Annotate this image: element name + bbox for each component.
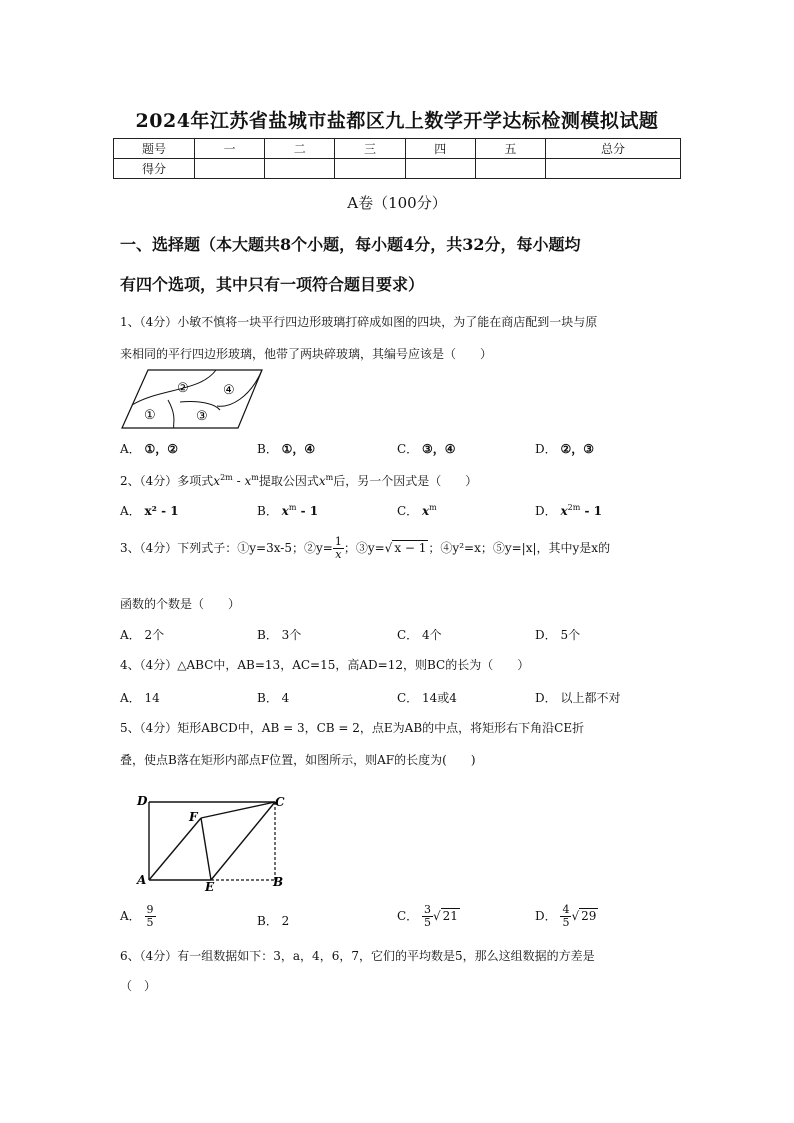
- fig-label-3: ③: [196, 409, 208, 424]
- fig-label-F: F: [189, 810, 198, 824]
- q1-option-c[interactable]: C． ③，④: [397, 442, 456, 456]
- question-5-line2: 叠，使点B落在矩形内部点F位置，如图所示，则AF的长度为( ): [120, 753, 476, 767]
- broken-glass-figure: [120, 368, 265, 432]
- q1-option-b[interactable]: B． ①，④: [257, 442, 316, 456]
- fig-label-1: ①: [144, 408, 156, 423]
- rectangle-fold-figure: [135, 790, 295, 895]
- q5-option-b[interactable]: B． 2: [257, 914, 290, 928]
- fig-label-B: B: [273, 875, 284, 889]
- question-5-line1: 5、（4分）矩形ABCD中，AB = 3，CB = 2，点E为AB的中点，将矩形右下角沿CE折: [120, 721, 585, 735]
- question-4: 4、（4分）△ABC中，AB=13，AC=15，高AD=12，则BC的长为（ ）: [120, 658, 530, 672]
- q2-option-d[interactable]: D． $x^{2m} - 1$: [535, 503, 602, 518]
- score-table-row: [114, 159, 681, 179]
- score-table-header-row: [114, 139, 681, 159]
- score-cell[interactable]: [335, 159, 405, 179]
- score-header-cell: 题号: [114, 139, 195, 159]
- q1-option-d[interactable]: D． ②，③: [535, 442, 594, 456]
- question-1-line1: 1、（4分）小敏不慎将一块平行四边形玻璃打碎成如图的四块，为了能在商店配到一块与原: [120, 315, 598, 329]
- question-3-line1: 3、（4分）下列式子：①y=3x-5；②y= $\frac{1}{x}$ ；③y=√ x − 1 ；④y²=x；⑤y=|x|，其中y是x的: [120, 535, 611, 561]
- score-table: [113, 138, 681, 179]
- score-cell[interactable]: [195, 159, 265, 179]
- score-header-cell: 四: [405, 139, 475, 159]
- question-1-line2: 来相同的平行四边形玻璃，他带了两块碎玻璃，其编号应该是（ ）: [120, 347, 493, 361]
- score-cell[interactable]: [475, 159, 545, 179]
- q2-option-a[interactable]: A． x² - 1: [120, 504, 179, 518]
- q4-option-a[interactable]: A． 14: [120, 691, 160, 705]
- question-6-line1: 6、（4分）有一组数据如下：3，a，4，6，7，它们的平均数是5，那么这组数据的方差是: [120, 949, 595, 963]
- q2-option-c[interactable]: C． $x^m$: [397, 503, 437, 518]
- q3-option-b[interactable]: B． 3个: [257, 628, 302, 642]
- q4-option-c[interactable]: C． 14或4: [397, 691, 457, 705]
- q5-option-c[interactable]: C． $\frac{3}{5}$ √ 21: [397, 903, 458, 929]
- q3-option-c[interactable]: C． 4个: [397, 628, 442, 642]
- q5-option-d[interactable]: D． $\frac{4}{5}$ √ 29: [535, 903, 597, 929]
- section-heading-line2: 有四个选项，其中只有一项符合题目要求）: [120, 275, 425, 294]
- question-3-line2: 函数的个数是（ ）: [120, 597, 241, 611]
- fig-label-E: E: [205, 880, 215, 894]
- score-header-cell: 二: [265, 139, 335, 159]
- question-6-line2: （ ）: [120, 979, 157, 993]
- q4-option-b[interactable]: B． 4: [257, 691, 290, 705]
- q3-option-d[interactable]: D． 5个: [535, 628, 581, 642]
- score-header-cell: 一: [195, 139, 265, 159]
- score-header-cell: 五: [475, 139, 545, 159]
- q2-option-b[interactable]: B． $x^m - 1$: [257, 503, 319, 518]
- fig-label-C: C: [275, 795, 285, 809]
- fig-label-D: D: [137, 794, 148, 808]
- score-header-cell: 总分: [546, 139, 681, 159]
- q3-option-a[interactable]: A． 2个: [120, 628, 165, 642]
- volume-heading: A卷（100分）: [347, 194, 447, 212]
- score-row-label: 得分: [114, 159, 195, 179]
- q4-option-d[interactable]: D． 以上都不对: [535, 691, 621, 705]
- page-title: 2024年江苏省盐城市盐都区九上数学开学达标检测模拟试题: [135, 110, 659, 132]
- question-2: 2、（4分）多项式$x^{2m} - x^m$提取公因式$x^m$后，另一个因式是（ ）: [120, 473, 478, 488]
- fraction-1-over-x: $\frac{1}{x}$: [334, 535, 342, 561]
- section-heading-line1: 一、选择题（本大题共8个小题，每小题4分，共32分，每小题均: [120, 235, 581, 254]
- score-cell[interactable]: [265, 159, 335, 179]
- score-cell[interactable]: [405, 159, 475, 179]
- fig-label-4: ④: [223, 383, 235, 398]
- score-cell[interactable]: [546, 159, 681, 179]
- fig-label-2: ②: [177, 381, 189, 396]
- fig-label-A: A: [137, 873, 147, 887]
- q1-option-a[interactable]: A． ①，②: [120, 442, 179, 456]
- q5-option-a[interactable]: A． $\frac{9}{5}$: [120, 903, 154, 929]
- score-header-cell: 三: [335, 139, 405, 159]
